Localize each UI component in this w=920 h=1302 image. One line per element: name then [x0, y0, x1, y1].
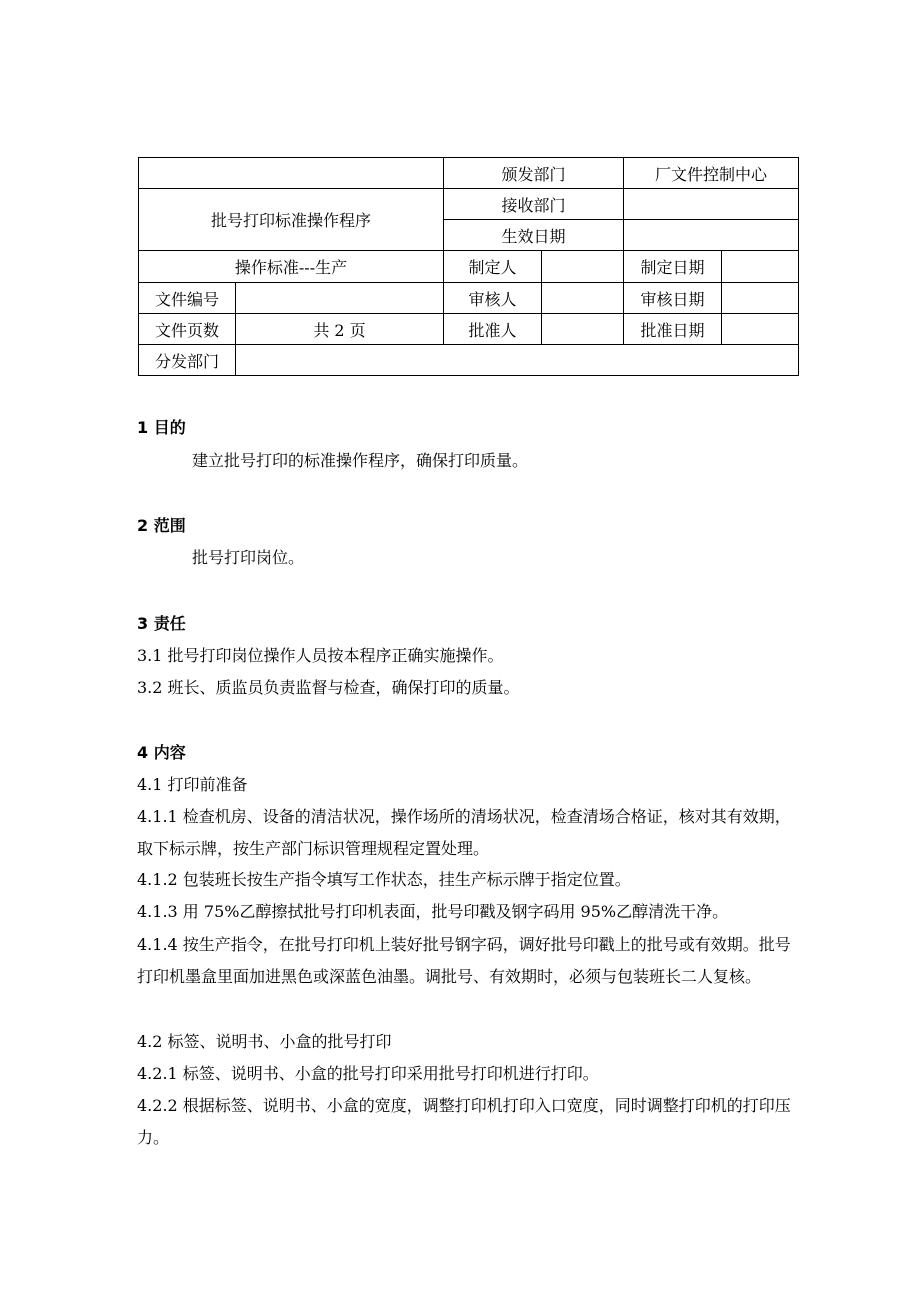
approve-date-value: [722, 314, 799, 345]
effective-date-value: [624, 220, 799, 251]
doc-title: 批号打印标准操作程序: [139, 189, 444, 251]
section-1-text: 建立批号打印的标准操作程序，确保打印质量。: [192, 451, 529, 470]
issue-dept-label: 颁发部门: [444, 158, 624, 189]
make-date-value: [722, 251, 799, 283]
effective-date-label: 生效日期: [444, 220, 624, 251]
reviewer-value: [542, 283, 624, 314]
section-3-1: 3.1 批号打印岗位操作人员按本程序正确实施操作。: [137, 646, 504, 665]
maker-value: [542, 251, 624, 283]
header-blank-cell: [139, 158, 444, 189]
section-2-title: 2 范围: [137, 516, 186, 535]
section-4-2-1: 4.2.1 标签、说明书、小盒的批号打印采用批号打印机进行打印。: [137, 1064, 599, 1083]
section-4-2-2: 4.2.2 根据标签、说明书、小盒的宽度，调整打印机打印入口宽度，同时调整打印机的打印压力。: [137, 1096, 791, 1147]
section-4-1-2: 4.1.2 包装班长按生产指令填写工作状态，挂生产标示牌于指定位置。: [137, 870, 631, 889]
section-3-2: 3.2 班长、质监员负责监督与检查，确保打印的质量。: [137, 678, 520, 697]
section-4-2: 4.2 标签、说明书、小盒的批号打印: [137, 1032, 392, 1051]
reviewer-label: 审核人: [444, 283, 542, 314]
section-4-1-4: 4.1.4 按生产指令，在批号打印机上装好批号钢字码，调好批号印戳上的批号或有效期。批号打印机墨盒里面加进黑色或深蓝色油墨。调批号、有效期时，必须与包装班长二人复核。: [137, 935, 791, 986]
section-4-1-3: 4.1.3 用 75%乙醇擦拭批号打印机表面，批号印戳及钢字码用 95%乙醇清洗干净。: [137, 902, 729, 921]
approver-label: 批准人: [444, 314, 542, 345]
section-3-title: 3 责任: [137, 614, 186, 633]
section-4-title: 4 内容: [137, 743, 186, 762]
make-date-label: 制定日期: [624, 251, 722, 283]
section-2-text: 批号打印岗位。: [192, 548, 305, 567]
approver-value: [542, 314, 624, 345]
section-4-1-1: 4.1.1 检查机房、设备的清洁状况，操作场所的清场状况，检查清场合格证，核对其有效期，取下标示牌，按生产部门标识管理规程定置处理。: [137, 807, 791, 858]
maker-label: 制定人: [444, 251, 542, 283]
dist-dept-value: [236, 345, 799, 376]
section-4-1: 4.1 打印前准备: [137, 775, 248, 794]
pages-label: 文件页数: [139, 314, 236, 345]
approve-date-label: 批准日期: [624, 314, 722, 345]
review-date-label: 审核日期: [624, 283, 722, 314]
recv-dept-label: 接收部门: [444, 189, 624, 220]
review-date-value: [722, 283, 799, 314]
pages-value: 共 2 页: [236, 314, 444, 345]
dist-dept-label: 分发部门: [139, 345, 236, 376]
document-header-table: [138, 157, 799, 376]
standard-type: 操作标准---生产: [139, 251, 444, 283]
doc-no-label: 文件编号: [139, 283, 236, 314]
recv-dept-value: [624, 189, 799, 220]
issue-dept-value: 厂文件控制中心: [624, 158, 799, 189]
section-1-title: 1 目的: [137, 418, 186, 437]
doc-no-value: [236, 283, 444, 314]
